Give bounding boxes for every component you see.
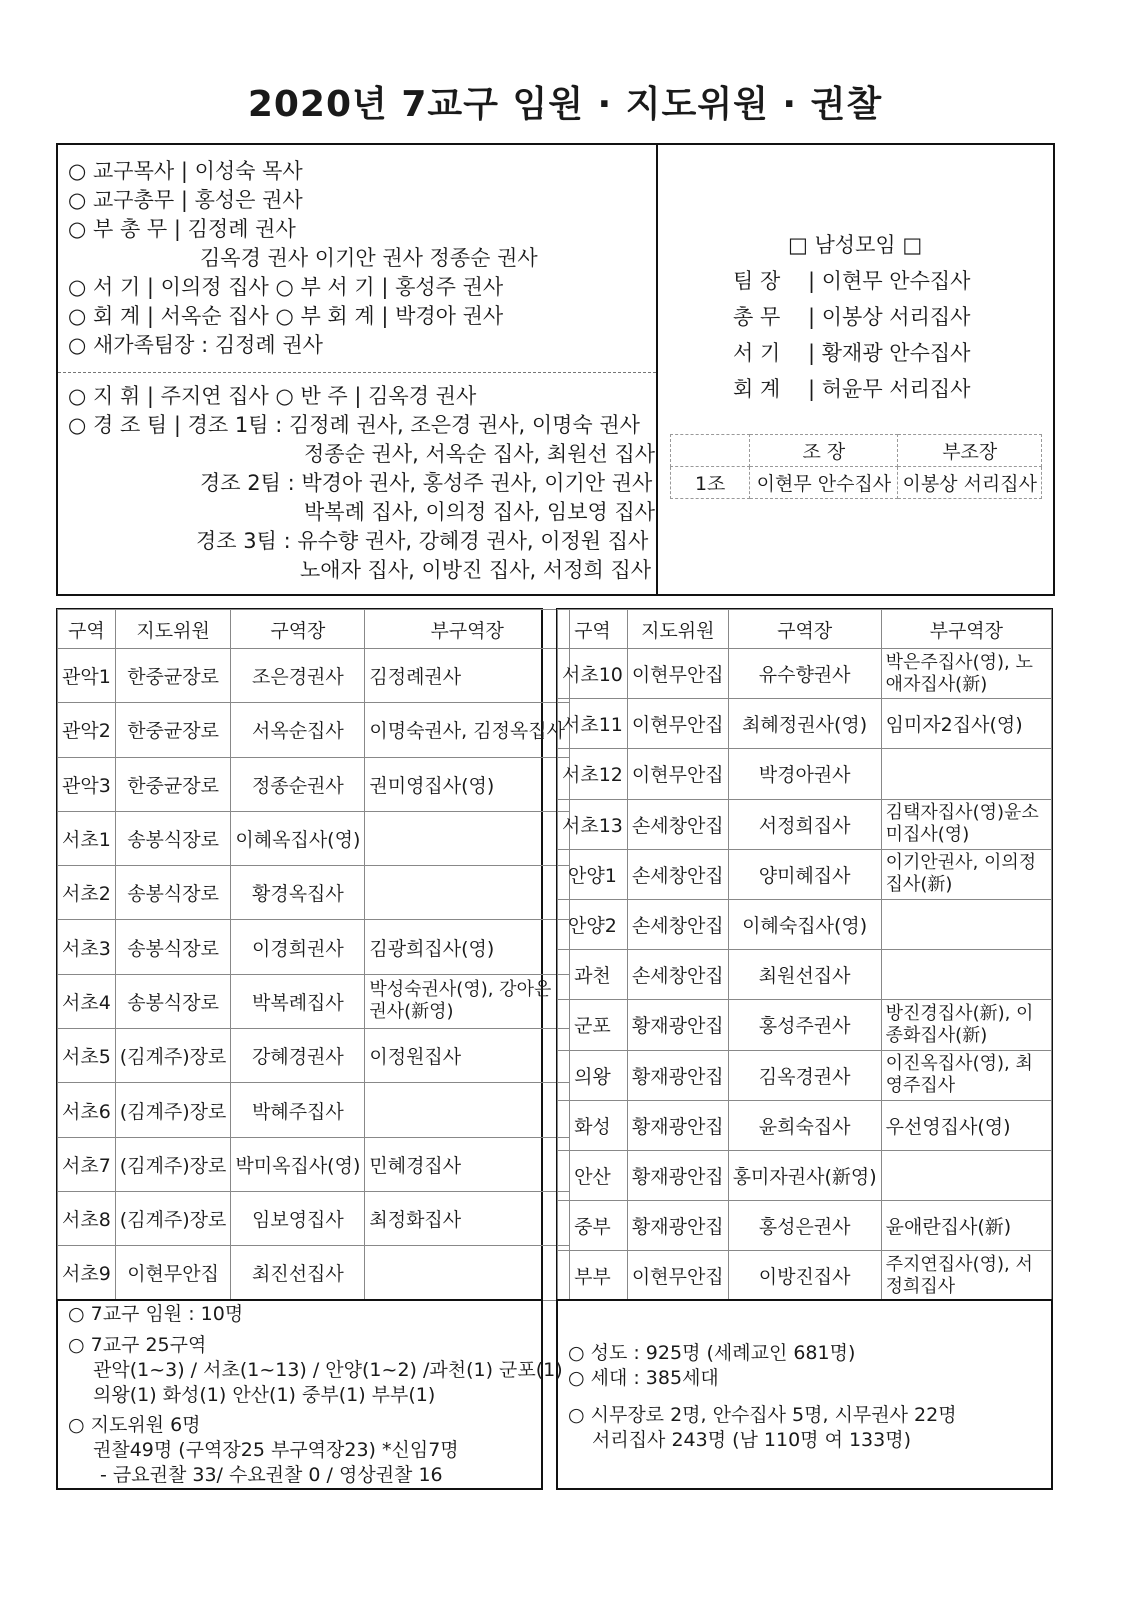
advisor-cell: 이현무안집 <box>627 749 728 799</box>
table-row <box>558 1000 1052 1050</box>
district-cell: 서초9 <box>58 1246 116 1300</box>
col-header: 부구역장 <box>881 610 1051 649</box>
table-row <box>558 899 1052 949</box>
mens-role: 총 무 <box>733 305 781 329</box>
leader-cell: 유수향권사 <box>728 649 881 699</box>
table-row <box>558 749 1052 799</box>
officer-line-chief: ○ 교구총무 | 홍성은 권사 <box>68 188 303 212</box>
table-row <box>58 811 570 865</box>
vice-leader-cell: 이명숙권사, 김정옥집사 <box>365 703 570 757</box>
note-districts: ○ 7교구 25구역 <box>68 1334 207 1356</box>
advisor-cell: 한중균장로 <box>115 757 231 811</box>
col-header: 지도위원 <box>627 610 728 649</box>
advisor-cell: 이현무안집 <box>627 649 728 699</box>
district-cell: 군포 <box>558 1000 628 1050</box>
col-header: 구역 <box>58 610 116 649</box>
district-cell: 서초13 <box>558 799 628 849</box>
vice-leader-cell: 이진옥집사(영), 최영주집사 <box>881 1050 1051 1100</box>
leader-cell: 홍성주권사 <box>728 1000 881 1050</box>
advisor-cell: 한중균장로 <box>115 703 231 757</box>
box-divider <box>656 143 658 596</box>
officer-line-vice-chief: ○ 부 총 무 | 김정례 권사 <box>68 217 296 241</box>
leader-cell: 이혜숙집사(영) <box>728 899 881 949</box>
table-row <box>558 799 1052 849</box>
advisor-cell: 황재광안집 <box>627 1000 728 1050</box>
leader-cell: 홍미자권사(新영) <box>728 1150 881 1200</box>
note-members: ○ 성도 : 925명 (세례교인 681명) <box>568 1342 856 1364</box>
mens-heading: □ 남성모임 □ <box>788 233 923 257</box>
page-title: 2020년 7교구 임원 · 지도위원 · 권찰 <box>247 84 883 125</box>
advisor-cell: 황재광안집 <box>627 1050 728 1100</box>
table-row <box>558 1150 1052 1200</box>
vice-leader-cell: 임미자2집사(영) <box>881 699 1051 749</box>
leader-cell: 서정희집사 <box>728 799 881 849</box>
officer-line-secretary: ○ 서 기 | 이의정 집사 ○ 부 서 기 | 홍성주 권사 <box>68 275 504 299</box>
table-row <box>558 1201 1052 1251</box>
district-cell: 서초2 <box>58 866 116 920</box>
advisor-cell: 황재광안집 <box>627 1150 728 1200</box>
officer-line-treasurer: ○ 회 계 | 서옥순 집사 ○ 부 회 계 | 박경아 권사 <box>68 304 504 328</box>
advisor-cell: 이현무안집 <box>115 1246 231 1300</box>
leader-cell: 임보영집사 <box>231 1191 365 1245</box>
leader-cell: 양미혜집사 <box>728 849 881 899</box>
advisor-cell: 송봉식장로 <box>115 811 231 865</box>
district-cell: 부부 <box>558 1251 628 1301</box>
mini-header: 조 장 <box>750 435 898 467</box>
leader-cell: 강혜경권사 <box>231 1029 365 1083</box>
district-cell: 안양2 <box>558 899 628 949</box>
advisor-cell: 황재광안집 <box>627 1100 728 1150</box>
district-cell: 서초11 <box>558 699 628 749</box>
vice-leader-cell: 김정례권사 <box>365 649 570 703</box>
note-officers: ○ 7교구 임원 : 10명 <box>68 1303 244 1325</box>
vice-leader-cell: 김택자집사(영)윤소미집사(영) <box>881 799 1051 849</box>
district-cell: 화성 <box>558 1100 628 1150</box>
table-row <box>58 1191 570 1245</box>
mini-header: 부조장 <box>898 435 1042 467</box>
advisor-cell: 이현무안집 <box>627 1251 728 1301</box>
district-table-left <box>57 609 570 1301</box>
vice-leader-cell <box>881 1150 1051 1200</box>
mens-team-table <box>670 434 1042 499</box>
district-cell: 서초8 <box>58 1191 116 1245</box>
col-header: 부구역장 <box>365 610 570 649</box>
leader-cell: 최혜정권사(영) <box>728 699 881 749</box>
vice-leader-cell: 이기안권사, 이의정집사(新) <box>881 849 1051 899</box>
table-row <box>58 920 570 974</box>
note-staff: ○ 시무장로 2명, 안수집사 5명, 시무권사 22명 <box>568 1404 957 1426</box>
officer-line-vice-chief-extra: 김옥경 권사 이기안 권사 정종순 권사 <box>200 246 538 270</box>
table-row <box>58 1083 570 1137</box>
support-line-conductor: ○ 지 휘 | 주지연 집사 ○ 반 주 | 김옥경 권사 <box>68 384 477 408</box>
district-cell: 중부 <box>558 1201 628 1251</box>
vice-leader-cell <box>881 899 1051 949</box>
advisor-cell: (김계주)장로 <box>115 1083 231 1137</box>
vice-leader-cell: 김광희집사(영) <box>365 920 570 974</box>
district-cell: 서초6 <box>58 1083 116 1137</box>
vice-leader-cell <box>881 749 1051 799</box>
leader-cell: 홍성은권사 <box>728 1201 881 1251</box>
vice-leader-cell: 권미영집사(영) <box>365 757 570 811</box>
advisor-cell: 황재광안집 <box>627 1201 728 1251</box>
leader-cell: 이경희권사 <box>231 920 365 974</box>
mens-role: 서 기 <box>733 341 781 365</box>
vice-leader-cell: 민혜경집사 <box>365 1137 570 1191</box>
advisor-cell: 한중균장로 <box>115 649 231 703</box>
vice-leader-cell: 방진경집사(新), 이종화집사(新) <box>881 1000 1051 1050</box>
district-cell: 관악1 <box>58 649 116 703</box>
note-households: ○ 세대 : 385세대 <box>568 1367 719 1389</box>
district-cell: 의왕 <box>558 1050 628 1100</box>
note-deacons: 서리집사 243명 (남 110명 여 133명) <box>592 1429 912 1451</box>
district-cell: 서초1 <box>58 811 116 865</box>
col-header: 구역 <box>558 610 628 649</box>
advisor-cell: 손세창안집 <box>627 799 728 849</box>
support-line-team1-b: 정종순 권사, 서옥순 집사, 최원선 집사 <box>304 442 656 466</box>
support-line-team2: 경조 2팀 : 박경아 권사, 홍성주 권사, 이기안 권사 <box>200 471 653 495</box>
vice-leader-cell <box>365 866 570 920</box>
table-row <box>58 1029 570 1083</box>
mini-cell: 이현무 안수집사 <box>750 467 898 499</box>
note-advisors: ○ 지도위원 6명 <box>68 1414 201 1436</box>
table-row <box>558 849 1052 899</box>
vice-leader-cell: 우선영집사(영) <box>881 1100 1051 1150</box>
vice-leader-cell: 주지연집사(영), 서정희집사 <box>881 1251 1051 1301</box>
mini-cell: 1조 <box>671 467 750 499</box>
district-cell: 서초3 <box>58 920 116 974</box>
district-cell: 서초5 <box>58 1029 116 1083</box>
leader-cell: 박혜주집사 <box>231 1083 365 1137</box>
note-attendance: - 금요권찰 33/ 수요권찰 0 / 영상권찰 16 <box>100 1464 443 1486</box>
district-cell: 안산 <box>558 1150 628 1200</box>
leader-cell: 서옥순집사 <box>231 703 365 757</box>
vice-leader-cell: 최정화집사 <box>365 1191 570 1245</box>
leader-cell: 박경아권사 <box>728 749 881 799</box>
district-cell: 안양1 <box>558 849 628 899</box>
mens-role: 회 계 <box>733 377 781 401</box>
table-row <box>58 1246 570 1300</box>
support-line-team3: 경조 3팀 : 유수향 권사, 강혜경 권사, 이정원 집사 <box>196 529 649 553</box>
leader-cell: 이혜옥집사(영) <box>231 811 365 865</box>
district-table-right <box>557 609 1052 1301</box>
col-header: 구역장 <box>728 610 881 649</box>
leader-cell: 이방진집사 <box>728 1251 881 1301</box>
table-row <box>558 1251 1052 1301</box>
district-cell: 관악3 <box>58 757 116 811</box>
mens-name: | 이봉상 서리집사 <box>808 305 971 329</box>
table-row <box>58 974 570 1028</box>
leader-cell: 정종순권사 <box>231 757 365 811</box>
district-cell: 서초4 <box>58 974 116 1028</box>
leader-cell: 조은경권사 <box>231 649 365 703</box>
leader-cell: 윤희숙집사 <box>728 1100 881 1150</box>
advisor-cell: 손세창안집 <box>627 950 728 1000</box>
note-leaders: 권찰49명 (구역장25 부구역장23) *신임7명 <box>93 1439 459 1461</box>
advisor-cell: (김계주)장로 <box>115 1029 231 1083</box>
leader-cell: 황경옥집사 <box>231 866 365 920</box>
table-row <box>58 703 570 757</box>
leader-cell: 최진선집사 <box>231 1246 365 1300</box>
leader-cell: 최원선집사 <box>728 950 881 1000</box>
vice-leader-cell <box>881 950 1051 1000</box>
table-row <box>58 866 570 920</box>
advisor-cell: 송봉식장로 <box>115 974 231 1028</box>
advisor-cell: 송봉식장로 <box>115 866 231 920</box>
section-divider <box>58 372 656 373</box>
vice-leader-cell: 박은주집사(영), 노애자집사(新) <box>881 649 1051 699</box>
mens-name: | 황재광 안수집사 <box>808 341 971 365</box>
district-cell: 서초10 <box>558 649 628 699</box>
table-row <box>58 757 570 811</box>
district-cell: 과천 <box>558 950 628 1000</box>
table-row <box>558 649 1052 699</box>
advisor-cell: 손세창안집 <box>627 899 728 949</box>
table-row <box>58 649 570 703</box>
vice-leader-cell <box>365 1246 570 1300</box>
notes-divider-left <box>56 1299 543 1301</box>
vice-leader-cell <box>365 811 570 865</box>
mens-role: 팀 장 <box>733 269 781 293</box>
table-row <box>58 1137 570 1191</box>
support-line-team2-b: 박복례 집사, 이의정 집사, 임보영 집사 <box>304 500 656 524</box>
vice-leader-cell: 윤애란집사(新) <box>881 1201 1051 1251</box>
leader-cell: 김옥경권사 <box>728 1050 881 1100</box>
mens-name: | 이현무 안수집사 <box>808 269 971 293</box>
col-header: 구역장 <box>231 610 365 649</box>
vice-leader-cell <box>365 1083 570 1137</box>
notes-divider-right <box>556 1299 1053 1301</box>
district-cell: 서초12 <box>558 749 628 799</box>
vice-leader-cell: 이정원집사 <box>365 1029 570 1083</box>
col-header: 지도위원 <box>115 610 231 649</box>
vice-leader-cell: 박성숙권사(영), 강아은권사(新영) <box>365 974 570 1028</box>
table-row <box>558 1050 1052 1100</box>
support-line-team1: ○ 경 조 팀 | 경조 1팀 : 김정례 권사, 조은경 권사, 이명숙 권사 <box>68 413 640 437</box>
table-row <box>558 699 1052 749</box>
leader-cell: 박미옥집사(영) <box>231 1137 365 1191</box>
advisor-cell: (김계주)장로 <box>115 1191 231 1245</box>
mini-header <box>671 435 750 467</box>
note-districts-list-2: 의왕(1) 화성(1) 안산(1) 중부(1) 부부(1) <box>93 1384 436 1406</box>
advisor-cell: 손세창안집 <box>627 849 728 899</box>
mens-name: | 허윤무 서리집사 <box>808 377 971 401</box>
advisor-cell: 송봉식장로 <box>115 920 231 974</box>
support-line-team3-b: 노애자 집사, 이방진 집사, 서정희 집사 <box>300 558 652 582</box>
leader-cell: 박복례집사 <box>231 974 365 1028</box>
advisor-cell: 이현무안집 <box>627 699 728 749</box>
table-row <box>558 1100 1052 1150</box>
mini-cell: 이봉상 서리집사 <box>898 467 1042 499</box>
district-cell: 관악2 <box>58 703 116 757</box>
officer-line-pastor: ○ 교구목사 | 이성숙 목사 <box>68 159 303 183</box>
district-cell: 서초7 <box>58 1137 116 1191</box>
table-row <box>558 950 1052 1000</box>
officer-line-newcomer: ○ 새가족팀장 : 김정례 권사 <box>68 333 323 357</box>
note-districts-list: 관악(1~3) / 서초(1~13) / 안양(1~2) /과천(1) 군포(1) <box>93 1359 563 1381</box>
advisor-cell: (김계주)장로 <box>115 1137 231 1191</box>
